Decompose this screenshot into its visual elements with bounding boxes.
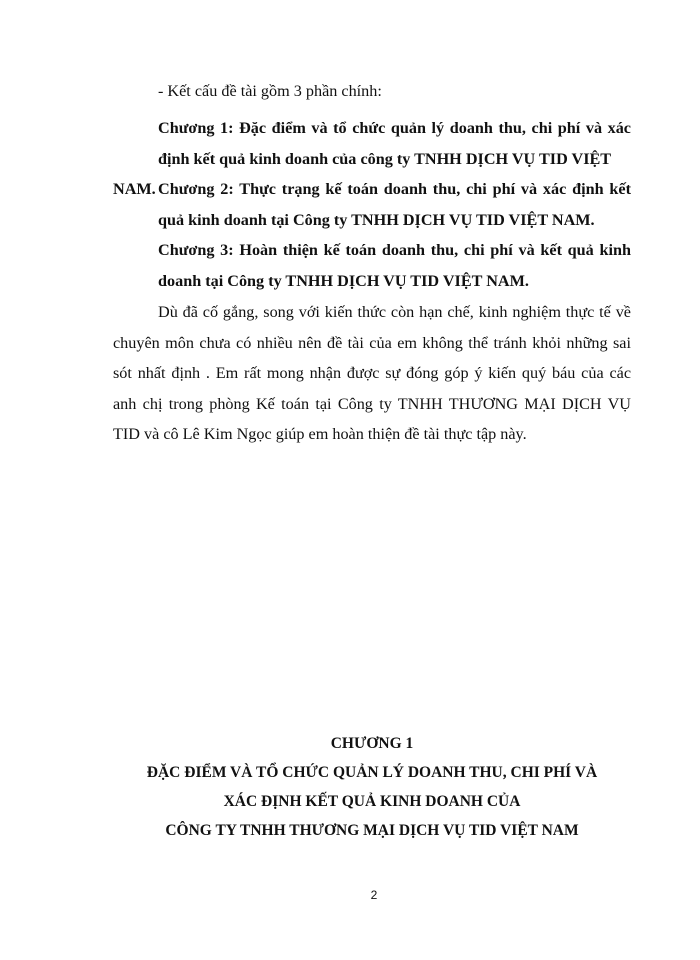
chapter-1-line-2: định kết quả kinh doanh của công ty TNHH DỊCH VỤ TID VIỆT NAM.	[113, 149, 611, 198]
page-number: 2	[370, 888, 378, 902]
chapter-3-summary	[113, 235, 631, 296]
chapter-heading-title-line-2: XÁC ĐỊNH KẾT QUẢ KINH DOANH CỦA	[223, 793, 521, 810]
body-line: chuyên môn chưa có nhiều nên đề tài của em không thể tránh khỏi những sai	[113, 333, 631, 352]
body-line: anh chị trong phòng Kế toán tại Công ty TNHH THƯƠNG MẠI DỊCH VỤ	[113, 394, 631, 413]
body-line: TID và cô Lê Kim Ngọc giúp em hoàn thiện đề tài thực tập này.	[113, 425, 527, 443]
body-line: sót nhất định . Em rất mong nhận được sự đóng góp ý kiến quý báu của các	[113, 364, 631, 382]
body-line: Dù đã cố gắng, song với kiến thức còn hạn chế, kinh nghiệm thực tế về	[158, 303, 631, 321]
chapter-heading-title-line-1: ĐẶC ĐIỂM VÀ TỔ CHỨC QUẢN LÝ DOANH THU, CHI PHÍ VÀ	[146, 764, 598, 781]
chapter-2-line-2: quả kinh doanh tại Công ty TNHH DỊCH VỤ TID VIỆT NAM.	[158, 210, 595, 229]
structure-intro	[113, 76, 631, 107]
chapter-heading-title-line-3: CÔNG TY TNHH THƯƠNG MẠI DỊCH VỤ TID VIỆT NAM	[165, 822, 579, 839]
chapter-1-line-1: Chương 1: Đặc điểm và tổ chức quản lý doanh thu, chi phí và xác	[158, 119, 631, 137]
chapter-heading-number: CHƯƠNG 1	[330, 735, 414, 752]
chapter-heading	[113, 729, 631, 845]
chapter-2-summary	[113, 174, 631, 235]
chapter-3-line-1: Chương 3: Hoàn thiện kế toán doanh thu, chi phí và kết quả kinh	[158, 241, 631, 259]
acknowledgement-paragraph	[113, 297, 631, 450]
chapter-3-line-2: doanh tại Công ty TNHH DỊCH VỤ TID VIỆT NAM.	[158, 271, 529, 290]
chapter-2-line-1: Chương 2: Thực trạng kế toán doanh thu, chi phí và xác định kết	[158, 180, 631, 198]
structure-intro-text: - Kết cấu đề tài gồm 3 phần chính:	[158, 82, 382, 100]
